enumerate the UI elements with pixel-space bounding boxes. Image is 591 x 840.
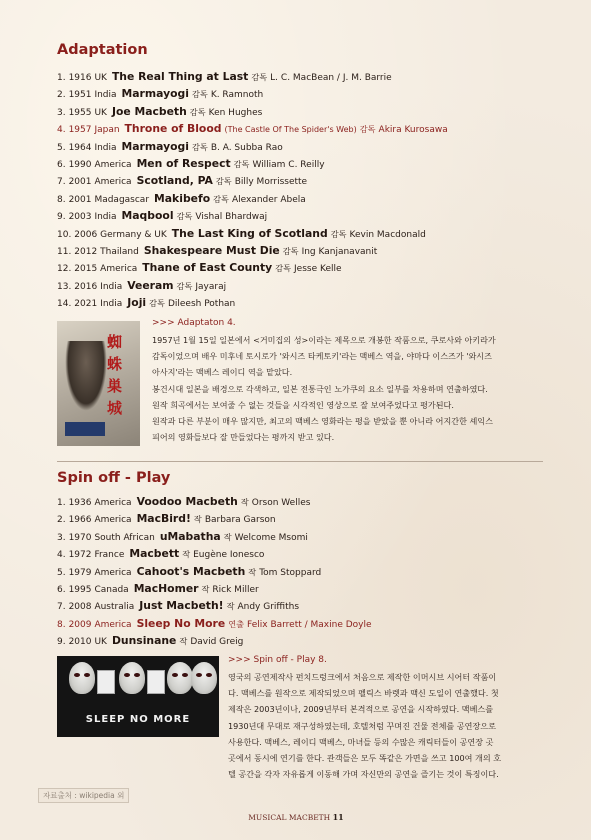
mask (191, 662, 217, 694)
item-title: Dunsinane (111, 634, 177, 648)
item-number: 3. (57, 107, 66, 118)
spinoff-list (57, 493, 372, 650)
list-item (57, 510, 372, 527)
item-role: 연출 (228, 618, 245, 629)
item-year: 2016 (74, 281, 98, 292)
item-country: India (94, 212, 117, 223)
item-number: 8. (57, 619, 66, 630)
sleep-no-more-image (57, 656, 219, 737)
description-line: 다. 맥베스를 원작으로 제작되었으며 펠릭스 바렛과 맥신 도일이 연출했다. 첫 (228, 688, 499, 699)
item-role: 감독 (215, 176, 232, 187)
item-title: Joe Macbeth (111, 104, 187, 118)
item-country: America (100, 264, 138, 275)
item-credit: K. Ramnoth (210, 90, 264, 101)
adaptation-heading: Adaptation (57, 42, 148, 58)
item-role: 감독 (359, 124, 376, 135)
item-title: Maqbool (121, 209, 174, 223)
item-role: 작 (226, 601, 235, 612)
item-country: India (94, 90, 117, 101)
item-title: Macbett (129, 547, 180, 561)
item-year: 1964 (68, 142, 92, 153)
item-credit: B. A. Subba Rao (210, 142, 283, 153)
spinoff-desc-heading: >>> Spin off - Play 8. (228, 655, 327, 665)
page-footer (234, 812, 358, 822)
poster-title: 蜘蛛巣城 (107, 333, 123, 417)
item-year: 1990 (68, 159, 92, 170)
item-year: 2010 (68, 637, 92, 648)
item-title: Joji (127, 296, 147, 310)
item-number: 7. (57, 177, 66, 188)
adaptation-description (152, 332, 544, 445)
item-year: 2015 (74, 264, 98, 275)
item-credit: Ing Kanjanavanit (301, 246, 378, 257)
item-role: 작 (223, 531, 232, 542)
list-item (57, 545, 372, 562)
item-year: 1979 (68, 567, 92, 578)
item-year: 1972 (68, 550, 92, 561)
item-year: 2012 (74, 246, 98, 257)
item-year: 1995 (68, 584, 92, 595)
item-credit: Billy Morrissette (234, 177, 308, 188)
item-role: 작 (201, 583, 210, 594)
item-year: 1936 (68, 498, 92, 508)
description-line: 제작은 2003년이나, 2009년부터 본격적으로 공연을 시작하였다. 맥베스를 (228, 704, 494, 715)
item-number: 1. (57, 73, 66, 83)
item-role: 감독 (233, 158, 250, 169)
item-number: 5. (57, 567, 66, 578)
item-credit: Jesse Kelle (294, 264, 342, 275)
list-item (57, 580, 372, 597)
mask (167, 662, 193, 694)
item-year: 2008 (68, 602, 92, 613)
item-year: 1955 (68, 107, 92, 118)
item-role: 감독 (176, 280, 193, 291)
list-item (57, 242, 448, 259)
item-year: 1966 (68, 515, 92, 526)
footer-label: MUSICAL MACBETH (248, 813, 331, 822)
item-title: Sleep No More (136, 616, 226, 630)
item-year: 1916 (68, 73, 92, 83)
item-country: America (94, 619, 132, 630)
description-line: 텔 공간을 각자 자유롭게 이동해 가며 자신만의 공연을 즐기는 것이 특징이다. (228, 769, 499, 780)
item-role: 작 (179, 636, 188, 647)
list-item (57, 294, 448, 311)
poster-figure (65, 341, 107, 411)
item-country: America (94, 159, 132, 170)
item-number: 9. (57, 212, 66, 223)
item-role: 작 (193, 514, 202, 525)
list-item (57, 172, 448, 189)
item-credit: Kevin Macdonald (349, 229, 426, 240)
list-item (57, 155, 448, 172)
item-credit: Tom Stoppard (259, 567, 322, 578)
item-country: Canada (94, 584, 129, 595)
item-credit: Ken Hughes (208, 107, 263, 118)
item-credit: L. C. MacBean / J. M. Barrie (270, 73, 392, 83)
item-number: 12. (57, 264, 72, 275)
item-country: UK (94, 107, 107, 118)
list-item (57, 68, 448, 85)
item-number: 2. (57, 90, 66, 101)
description-line: 원작 희곡에서는 보여줄 수 없는 것들을 시각적인 영상으로 잘 보여주었다고 평가된다. (152, 399, 454, 410)
item-title: Shakespeare Must Die (143, 243, 280, 257)
item-credit: Akira Kurosawa (378, 125, 448, 136)
item-number: 4. (57, 550, 66, 561)
item-role: 감독 (149, 298, 165, 309)
item-year: 2009 (68, 619, 92, 630)
adaptation-list (57, 68, 448, 311)
item-title: uMabatha (159, 529, 221, 543)
item-number: 8. (57, 194, 66, 205)
item-number: 3. (57, 532, 66, 543)
item-credit: Rick Miller (212, 584, 259, 595)
source-note: 자료출처 : wikipedia 외 (38, 788, 129, 803)
card (97, 670, 115, 694)
item-country: Thailand (100, 246, 139, 257)
item-number: 13. (57, 281, 72, 292)
item-year: 2001 (68, 177, 92, 188)
spinoff-description (228, 669, 546, 782)
item-role: 작 (182, 549, 191, 560)
list-item (57, 190, 448, 207)
list-item (57, 597, 372, 614)
description-line: 사용한다. 맥베스, 레이디 맥베스, 마녀들 등의 수많은 캐릭터들이 공연장 곳 (228, 736, 494, 747)
description-line: 봉건시대 일본을 배경으로 각색하고, 일본 전통극인 노가쿠의 요소 일부를 차용하며 연출하였다. (152, 383, 488, 394)
list-item (57, 632, 372, 649)
item-year: 1957 (68, 125, 92, 136)
item-country: India (94, 142, 117, 153)
item-number: 1. (57, 498, 66, 508)
item-country: India (100, 299, 123, 310)
item-credit: Jayaraj (195, 281, 227, 292)
item-year: 2001 (68, 194, 92, 205)
list-item (57, 528, 372, 545)
item-country: America (94, 177, 132, 188)
item-year: 2021 (74, 299, 98, 310)
item-country: Germany & UK (100, 229, 167, 240)
item-title: Cahoot's Macbeth (136, 564, 246, 578)
list-item (57, 259, 448, 276)
item-role: 감독 (275, 263, 292, 274)
item-title: The Last King of Scotland (171, 226, 328, 240)
item-role: 감독 (330, 228, 347, 239)
list-item (57, 225, 448, 242)
item-credit: Alexander Abela (231, 194, 306, 205)
item-credit: David Greig (190, 637, 244, 648)
item-title: The Real Thing at Last (111, 70, 249, 83)
description-line: 곳에서 동시에 연기를 한다. 관객들은 모두 똑같은 가면을 쓰고 100여 개의 호 (228, 753, 502, 764)
item-credit: Dileesh Pothan (167, 299, 236, 310)
item-credit: William C. Reilly (252, 159, 325, 170)
item-number: 14. (57, 299, 72, 310)
item-role: 감독 (191, 141, 208, 152)
throne-of-blood-poster (57, 321, 140, 446)
description-line: 1957년 1월 15일 일본에서 <거미집의 성>이라는 제목으로 개봉한 작품으로, 쿠로사와 아키라가 (152, 335, 496, 345)
item-title: Marmayogi (121, 139, 189, 153)
item-year: 2003 (68, 212, 92, 223)
item-country: South African (94, 532, 155, 543)
item-credit: Barbara Garson (204, 515, 276, 526)
description-line: 아사지'라는 맥베스 레이디 역을 맡았다. (152, 367, 293, 378)
description-line: 1930년대 무대로 재구성하였는데, 호텔처럼 꾸며진 건물 전체를 공연장으로 (228, 720, 496, 731)
item-number: 11. (57, 246, 72, 257)
poster-band (65, 422, 105, 436)
page-number: 11 (332, 812, 344, 822)
description-line: 영국의 공연제작사 펀치드렁크에서 처음으로 제작한 이머시브 시어터 작품이 (228, 672, 497, 682)
item-role: 감독 (191, 89, 208, 100)
item-title: Thane of East County (142, 261, 273, 275)
list-item (57, 207, 448, 224)
item-number: 10. (57, 229, 72, 240)
item-country: Australia (94, 602, 135, 613)
item-role: 작 (240, 497, 249, 507)
item-credit: Vishal Bhardwaj (195, 212, 268, 223)
item-role: 감독 (282, 245, 299, 256)
item-number: 6. (57, 159, 66, 170)
item-title: Throne of Blood (124, 122, 222, 136)
item-country: UK (94, 637, 107, 648)
item-country: Madagascar (94, 194, 150, 205)
list-item (57, 615, 372, 632)
list-item (57, 563, 372, 580)
item-title: Makibefo (154, 191, 211, 205)
item-title: Marmayogi (121, 87, 189, 101)
item-year: 1951 (68, 90, 92, 101)
item-role: 감독 (251, 72, 268, 82)
description-line: 원작과 다른 부분이 매우 많지만, 최고의 맥베스 영화라는 평을 받았을 뿐 아니라 어지간한 셰익스 (152, 416, 493, 427)
item-title: Just Macbeth! (139, 599, 224, 613)
item-country: America (94, 515, 132, 526)
item-country: Japan (94, 125, 120, 136)
item-country: India (100, 281, 123, 292)
item-credit: Welcome Msomi (234, 532, 308, 543)
item-year: 2006 (74, 229, 98, 240)
item-role: 감독 (213, 193, 229, 204)
item-credit: Andy Griffiths (237, 602, 300, 613)
sleep-no-more-logo: SLEEP NO MORE (85, 714, 191, 725)
list-item (57, 85, 448, 102)
item-number: 7. (57, 602, 66, 613)
description-line: 감독이었으며 배우 미후네 토시로가 '와시즈 타케토키'라는 맥베스 역을, 야마다 이스즈가 '와시즈 (152, 351, 492, 362)
item-number: 2. (57, 515, 66, 526)
list-item (57, 138, 448, 155)
item-title: MacHomer (133, 581, 199, 595)
item-year: 1970 (68, 532, 92, 543)
section-divider (57, 461, 543, 462)
card (147, 670, 165, 694)
item-subtitle: (The Castle Of The Spider's Web) (224, 125, 357, 135)
list-item (57, 493, 372, 510)
item-credit: Orson Welles (251, 498, 311, 508)
item-country: America (94, 498, 132, 508)
item-title: Men of Respect (136, 156, 231, 170)
item-number: 5. (57, 142, 66, 153)
list-item (57, 277, 448, 294)
spinoff-heading: Spin off - Play (57, 470, 171, 486)
item-title: Voodoo Macbeth (136, 495, 238, 508)
list-item (57, 120, 448, 137)
item-number: 6. (57, 584, 66, 595)
item-role: 감독 (176, 211, 193, 222)
adaptation-desc-heading: >>> Adaptaton 4. (152, 318, 236, 328)
item-credit: Felix Barrett / Maxine Doyle (247, 619, 372, 630)
item-country: America (94, 567, 132, 578)
mask (69, 662, 95, 694)
item-title: MacBird! (136, 512, 191, 526)
item-credit: Eugène Ionesco (193, 550, 265, 561)
item-role: 감독 (189, 106, 206, 117)
description-line: 피어의 영화들보다 잘 만들었다는 평까지 받고 있다. (152, 432, 335, 443)
item-number: 9. (57, 637, 66, 648)
item-title: Veeram (127, 278, 174, 292)
mask (119, 662, 145, 694)
item-title: Scotland, PA (136, 174, 213, 188)
item-role: 작 (248, 566, 257, 577)
item-country: France (94, 550, 125, 561)
list-item (57, 103, 448, 120)
item-country: UK (94, 73, 107, 83)
item-number: 4. (57, 125, 66, 136)
